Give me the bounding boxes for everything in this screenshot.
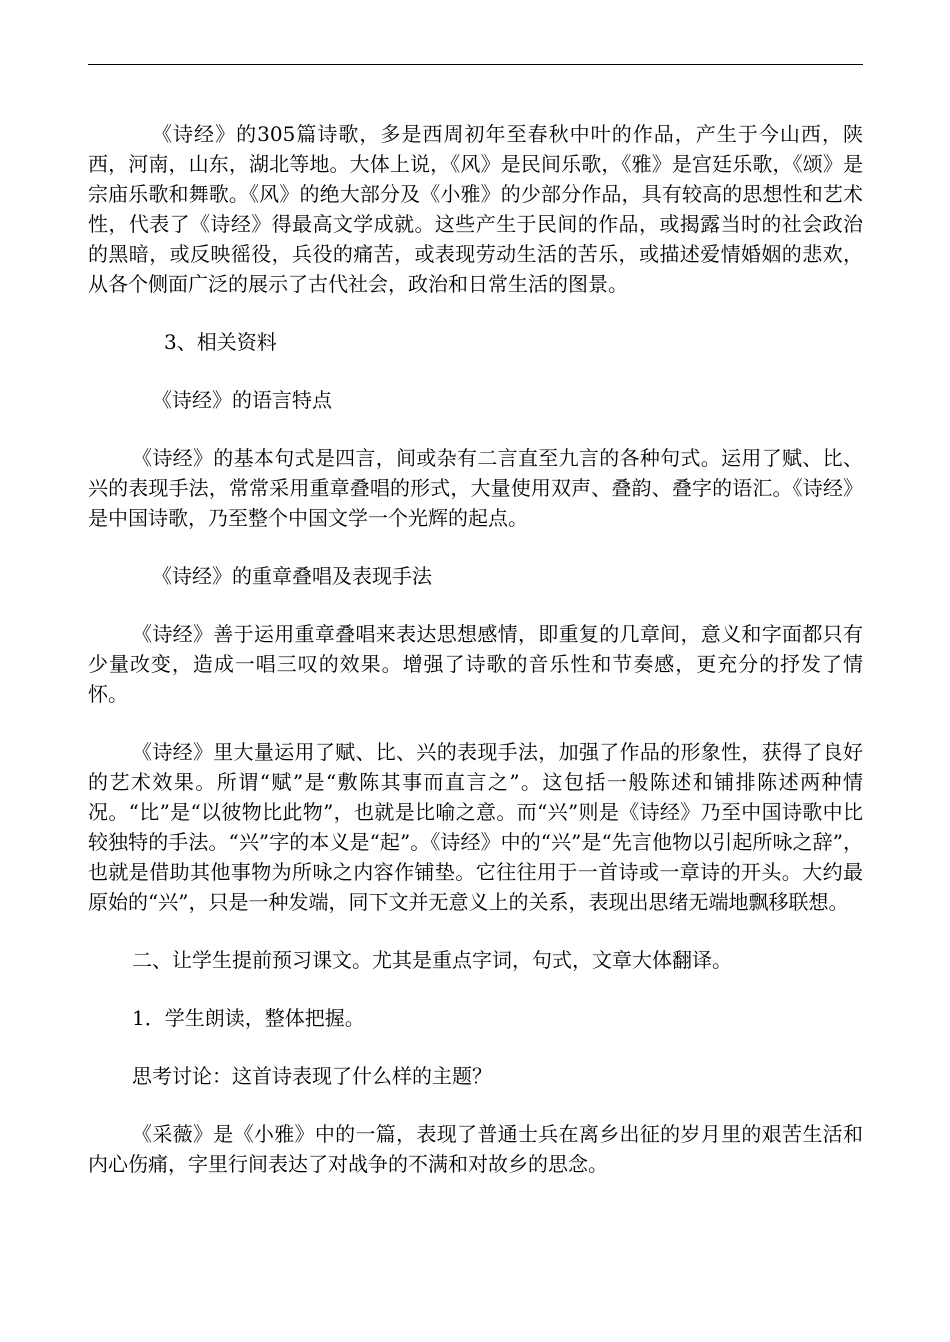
- section-heading-preview: 二、让学生提前预习课文。尤其是重点字词，句式，文章大体翻译。: [132, 948, 732, 972]
- paragraph-fu-bi-xing: 《诗经》里大量运用了赋、比、兴的表现手法，加强了作品的形象性，获得了良好的艺术效果。所谓“赋”是“敷陈其事而直言之”。这包括一般陈述和铺排陈述两种情况。“比”是“以彼物比此物”，也就是比喻之意。而“兴”则是《诗经》乃至中国诗歌中比较独特的手法。“兴”字的本义是“起”。《诗经》中的“兴”是“先言他物以引起所咏之辞”，也就是借助其他事物为所咏之内容作铺垫。它往往用于一首诗或一章诗的开头。大约最原始的“兴”，只是一种发端，同下文并无意义上的关系，表现出思绪无端地飘移联想。: [88, 740, 863, 914]
- header-rule: [88, 64, 863, 65]
- document-body: [88, 119, 863, 1179]
- discussion-question: 思考讨论：这首诗表现了什么样的主题？: [132, 1064, 492, 1088]
- paragraph-repetition: 《诗经》善于运用重章叠唱来表达思想感情，即重复的几章间，意义和字面都只有少量改变，造成一唱三叹的效果。增强了诗歌的音乐性和节奏感，更充分的抒发了情怀。: [88, 622, 863, 706]
- paragraph-language-features: 《诗经》的基本句式是四言，间或杂有二言直至九言的各种句式。运用了赋、比、兴的表现手法，常常采用重章叠唱的形式，大量使用双声、叠韵、叠字的语汇。《诗经》是中国诗歌，乃至整个中国文学一个光辉的起点。: [88, 446, 863, 530]
- paragraph-caiwei-theme: 《采薇》是《小雅》中的一篇，表现了普通士兵在离乡出征的岁月里的艰苦生活和内心伤痛，字里行间表达了对战争的不满和对故乡的思念。: [88, 1122, 863, 1176]
- section-heading-related-materials: 3、相关资料: [164, 330, 277, 354]
- subheading-repetition-techniques: 《诗经》的重章叠唱及表现手法: [152, 564, 432, 588]
- subheading-language-features: 《诗经》的语言特点: [152, 388, 332, 412]
- step-read-aloud: 1．学生朗读，整体把握。: [132, 1006, 365, 1030]
- paragraph-shijing-overview: 《诗经》的305篇诗歌，多是西周初年至春秋中叶的作品，产生于今山西，陕西，河南，山东，湖北等地。大体上说，《风》是民间乐歌，《雅》是宫廷乐歌，《颂》是宗庙乐歌和舞歌。《风》的绝大部分及《小雅》的少部分作品，具有较高的思想性和艺术性，代表了《诗经》得最高文学成就。这些产生于民间的作品，或揭露当时的社会政治的黑暗，或反映徭役，兵役的痛苦，或表现劳动生活的苦乐，或描述爱情婚姻的悲欢，从各个侧面广泛的展示了古代社会，政治和日常生活的图景。: [88, 122, 863, 296]
